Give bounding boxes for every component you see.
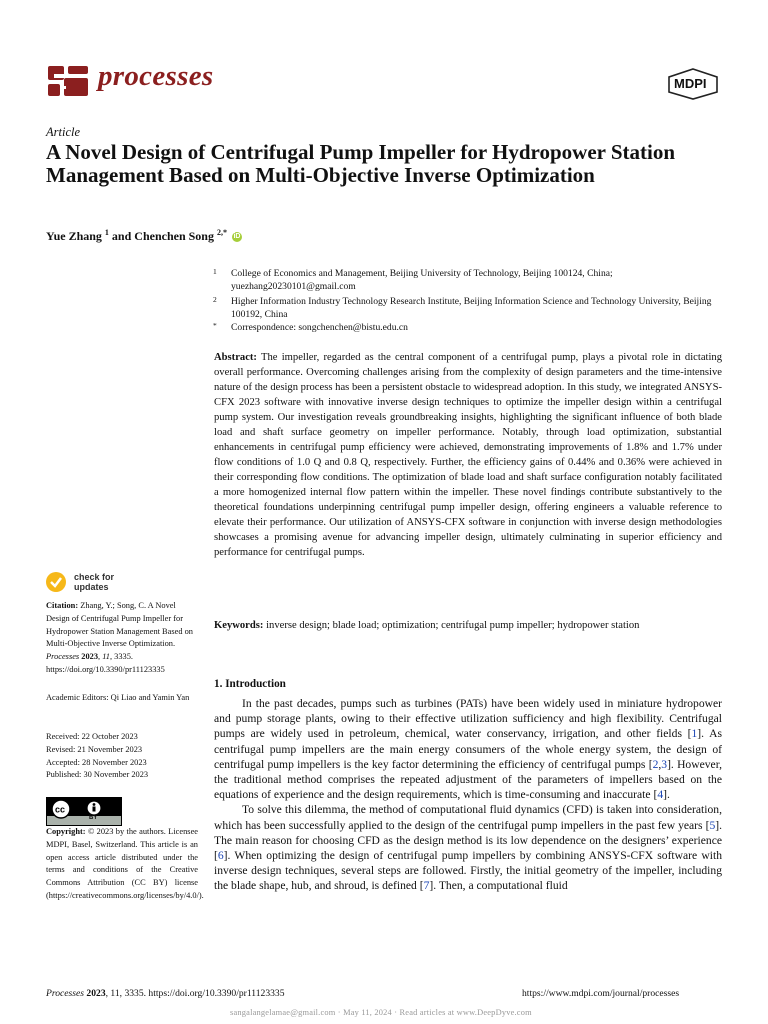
footer-doi[interactable]: , 11, 3335. https://doi.org/10.3390/pr11123335 <box>105 988 285 999</box>
citation-link[interactable]: 1 <box>691 727 698 741</box>
citation-text: Zhang, Y.; Song, C. A Novel Design of Centrifugal Pump Impeller for Hydropower Station Management Based on Multi-Objective Inverse Optimization. <box>46 601 193 649</box>
keywords-label: Keywords: <box>214 620 264 631</box>
processes-logo-icon <box>46 62 90 100</box>
cc-license-icon <box>47 798 121 825</box>
affiliation-text: Correspondence: songchenchen@bistu.edu.cn <box>231 322 408 333</box>
citation-block: Citation: Zhang, Y.; Song, C. A Novel Design of Centrifugal Pump Impeller for Hydropower Station Management Based on Multi-Objective Inverse Optimization. Processes 2023, 11, 3335. https://doi.org/10.3390/pr11123335 <box>46 601 193 674</box>
affiliation-text: College of Economics and Management, Beijing University of Technology, Beijing 100124, China; yuezhang20230101@gmail.com <box>231 268 613 292</box>
introduction-body <box>214 696 722 894</box>
copyright-block <box>46 826 204 903</box>
citation-link[interactable]: 7 <box>423 879 430 893</box>
citation-label: Citation: <box>46 601 79 610</box>
citation-link[interactable]: 2 <box>652 757 659 771</box>
abstract <box>214 350 722 560</box>
citation-page: , 3335. <box>109 652 134 662</box>
journal-logo <box>46 62 90 100</box>
date-published: Published: 30 November 2023 <box>46 770 149 780</box>
affiliation-mark: 2 <box>213 295 217 304</box>
dates-block <box>46 731 198 782</box>
date-received: Received: 22 October 2023 <box>46 732 138 741</box>
section-heading: 1. Introduction <box>214 678 286 690</box>
check-for-updates-badge[interactable] <box>46 572 114 592</box>
journal-name: processes <box>98 60 214 92</box>
orcid-icon[interactable]: iD <box>233 233 241 241</box>
keywords <box>214 618 722 633</box>
deepdyve-watermark: sangalangelamae@gmail.com · May 11, 2024 · Read articles at www.DeepDyve.com <box>230 1008 532 1017</box>
mdpi-text: MDPI <box>674 76 707 91</box>
date-accepted: Accepted: 28 November 2023 <box>46 757 147 767</box>
footer-citation <box>46 988 285 999</box>
footer-journal-url[interactable]: https://www.mdpi.com/journal/processes <box>522 988 680 999</box>
check-updates-text <box>74 572 114 592</box>
article-type: Article <box>46 125 81 139</box>
citation-link[interactable]: 5 <box>709 818 716 832</box>
affiliation-text: Higher Information Industry Technology Research Institute, Beijing Information Science and Technology University, Beijing 100192, China <box>231 296 712 320</box>
author-affiliation-mark: 2,* <box>216 228 227 237</box>
date-revised: Revised: 21 November 2023 <box>46 744 143 754</box>
affiliation-2 <box>213 295 723 321</box>
citation-year: 2023 <box>81 652 99 662</box>
affiliation-mark: 1 <box>213 267 217 276</box>
citation-volume: 11 <box>102 652 110 662</box>
check-updates-icon <box>46 572 66 592</box>
abstract-label: Abstract: <box>214 352 257 363</box>
author-name: Chenchen Song <box>134 229 214 243</box>
author-joiner: and <box>111 229 132 243</box>
svg-text:cc: cc <box>55 804 66 815</box>
correspondence <box>213 321 723 334</box>
citation-journal: Processes <box>46 652 80 662</box>
author-list <box>46 228 242 244</box>
paragraph: To solve this dilemma, the method of computational fluid dynamics (CFD) is taken into consideration, which has been successfully applied to the design of the centrifugal pump impellers in the past few years [5]. The main reason for choosing CFD as the design method is its low dependence on the designers’ experience [6]. When optimizing the design of centrifugal pump impellers by combining ANSYS-CFX software with inverse design techniques, several steps are followed. Firstly, the initial geometry of the impeller, including the blade shape, hub, and shroud, is defined [7]. Then, a computational fluid <box>214 803 722 893</box>
citation-link[interactable]: 6 <box>217 849 224 863</box>
author-name: Yue Zhang <box>46 229 102 243</box>
abstract-text: The impeller, regarded as the central component of a centrifugal pump, plays a pivotal role in dictating overall performance. Overcoming challenges arising from the complexity of design parameters and the time-intensive nature of the design process has been a persistent obstacle to widespread adoption. In this study, we integrated ANSYS-CFX 2023 software with innovative inverse design techniques to optimize the impeller design within a centrifugal pump system. Our investigation reveals groundbreaking insights, highlighting the significant influence of both blade load and shaft surface geometry on impeller performance. Notably, through load optimization, substantial enhancements in centrifugal pump efficiency were achieved, demonstrating improvements of 1.8% and 1.7% under flow conditions of 1.0 Q and 0.8 Q, respectively. Further, the efficiency gains of 0.44% and 0.36% were achieved in their corresponding flow conditions. The optimization of blade load and shaft surface configuration notably facilitated a more homogenized internal flow pattern within the impeller. These novel findings contribute substantively to the theoretical foundations underpinning centrifugal pump impeller design, offering engineers a valuable reference to elevate their performance. Our utilization of ANSYS-CFX software in conjunction with inverse design methodologies showcases a promising avenue for advancing impeller design, ultimately culminating in superior efficiency and performance for centrifugal pumps. <box>214 352 722 558</box>
article-title: A Novel Design of Centrifugal Pump Impeller for Hydropower Station Management Based on Multi-Objective Inverse Optimization <box>46 140 676 187</box>
copyright-text: © 2023 by the authors. Licensee MDPI, Basel, Switzerland. This article is an open access article distributed under the terms and conditions of the Creative Commons Attribution (CC BY) license (https://creativecommons.org/licenses/by/4.0/). <box>46 827 204 900</box>
copyright-label: Copyright: <box>46 827 86 836</box>
academic-editors: Academic Editors: Qi Liao and Yamin Yan <box>46 693 190 702</box>
footer-journal: Processes <box>46 988 85 999</box>
check-updates-line2: updates <box>74 582 109 592</box>
citation-link[interactable]: 3 <box>661 757 668 771</box>
mdpi-logo <box>667 68 719 100</box>
citation-doi-link[interactable]: https://doi.org/10.3390/pr11123335 <box>46 664 165 674</box>
cc-by-text: BY <box>89 815 98 821</box>
check-updates-line1: check for <box>74 572 115 582</box>
author-affiliation-mark: 1 <box>104 228 109 237</box>
cc-by-license-badge[interactable] <box>46 797 122 826</box>
affiliation-mark: * <box>213 321 217 330</box>
paragraph: In the past decades, pumps such as turbines (PATs) have been widely used in miniature hydropower and pump storage plants, owing to their effective utilization sufficiency and high flexibility. Centrifugal pumps are widely used in petroleum, chemical, water conservancy, irrigation, and other fields [1]. As centrifugal pump impellers are the main energy consumers of the whole energy system, the design of centrifugal pump impellers is the key factor determining the efficiency of centrifugal pumps [2,3]. However, the traditional method comprises the repeated adjustment of the parameters of impellers based on the equations of experience and the design requirements, which is time-consuming and inaccurate [4]. <box>214 697 722 802</box>
affiliation-1 <box>213 267 723 293</box>
citation-link[interactable]: 4 <box>657 788 664 802</box>
footer-year: 2023 <box>86 988 106 999</box>
keywords-text: inverse design; blade load; optimization; centrifugal pump impeller; hydropower station <box>266 620 640 631</box>
